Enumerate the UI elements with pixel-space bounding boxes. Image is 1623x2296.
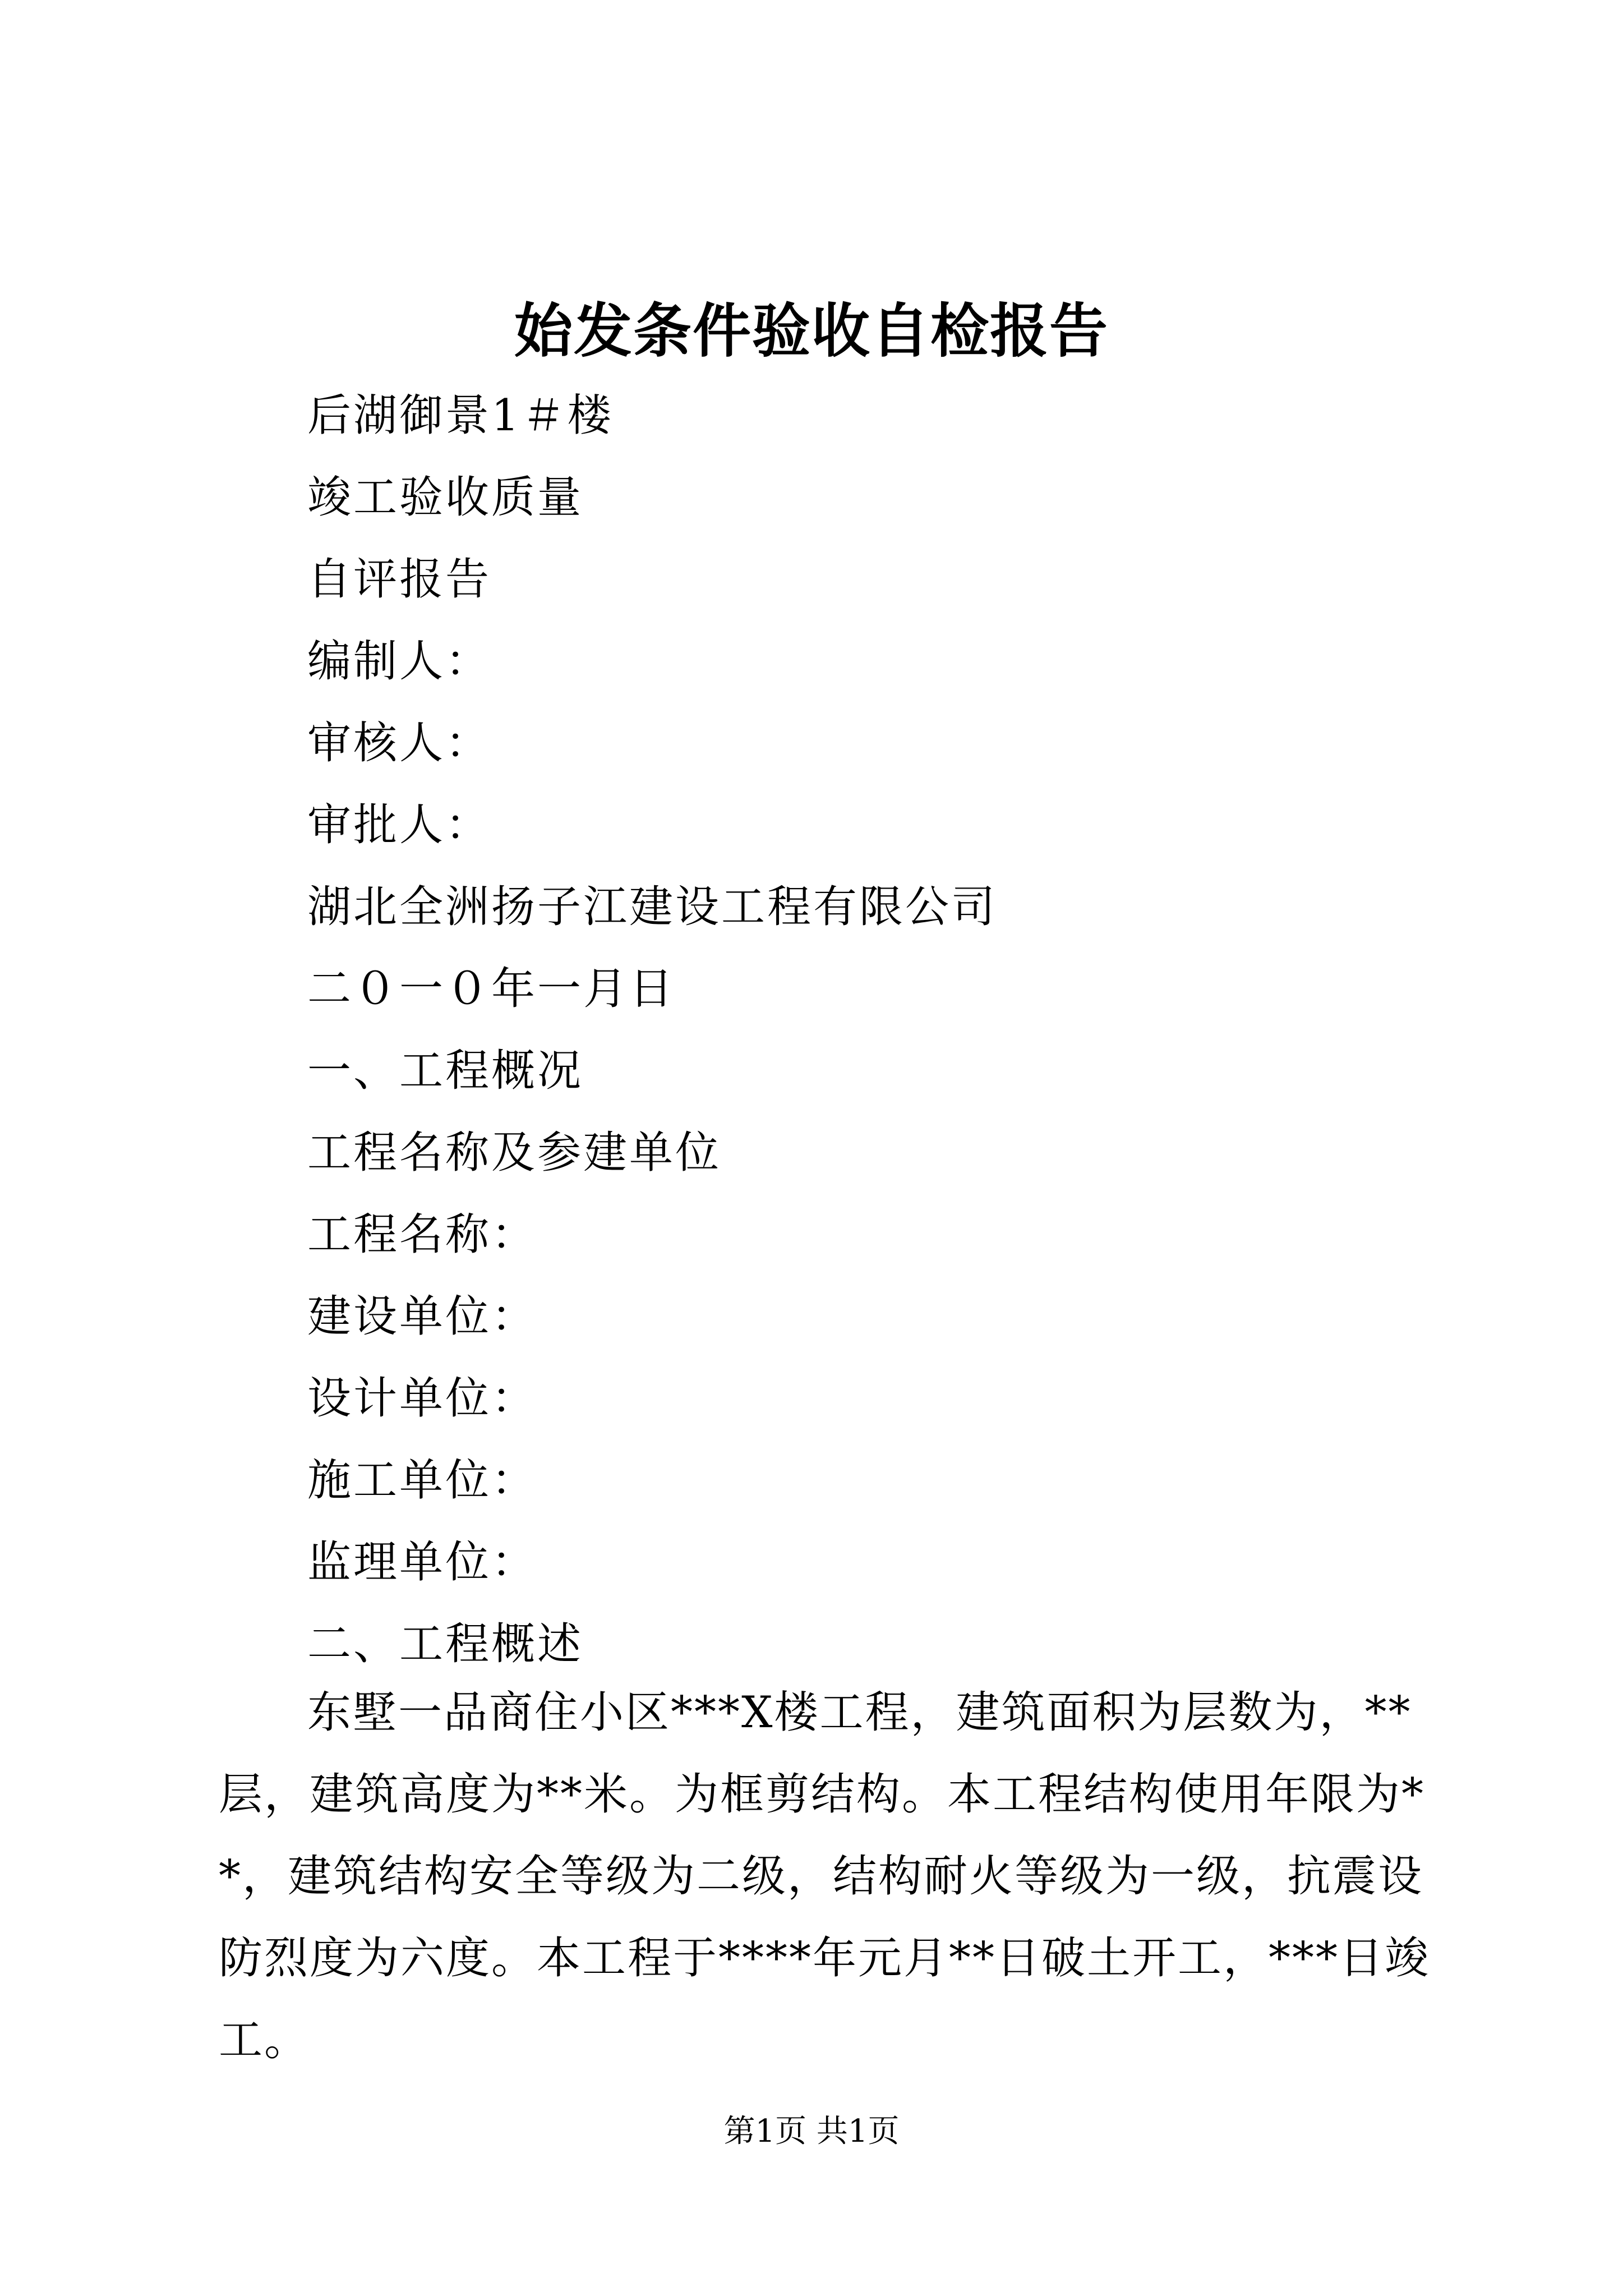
field-construction-unit: 建设单位： [307,1291,538,1342]
line-self-assessment-report: 自评报告 [307,554,492,605]
line-approved-by: 审批人： [307,800,492,850]
field-design-unit: 设计单位： [307,1373,538,1424]
line-project-building: 后湖御景1＃楼 [307,390,614,441]
document-lines [307,375,1429,1685]
project-description-paragraph: 东墅一品商住小区***X楼工程，建筑面积为层数为，**层，建筑高度为**米。为框剪结构。本工程结构使用年限为**，建筑结构安全等级为二级，结构耐火等级为一级，抗震设防烈度为六度。本工程于****年元月**日破土开工，***日竣工。 [219,1687,1431,2065]
section-heading-description: 二、工程概述 [307,1619,584,1669]
line-reviewed-by: 审核人： [307,718,492,769]
line-company-name: 湖北全洲扬子江建设工程有限公司 [307,882,998,932]
field-supervision-unit: 监理单位： [307,1537,538,1588]
line-prepared-by: 编制人： [307,636,492,687]
line-date: 二０一０年一月日 [307,964,676,1014]
document-title: 始发条件验收自检报告 [514,296,1109,365]
line-project-name-and-units: 工程名称及参建单位 [307,1128,722,1178]
field-project-name: 工程名称： [307,1209,538,1260]
section-heading-overview: 一、工程概况 [307,1046,584,1096]
page-footer: 第1页 共1页 [723,2113,900,2150]
line-acceptance-quality: 竣工验收质量 [307,472,584,523]
field-builder-unit: 施工单位： [307,1455,538,1506]
